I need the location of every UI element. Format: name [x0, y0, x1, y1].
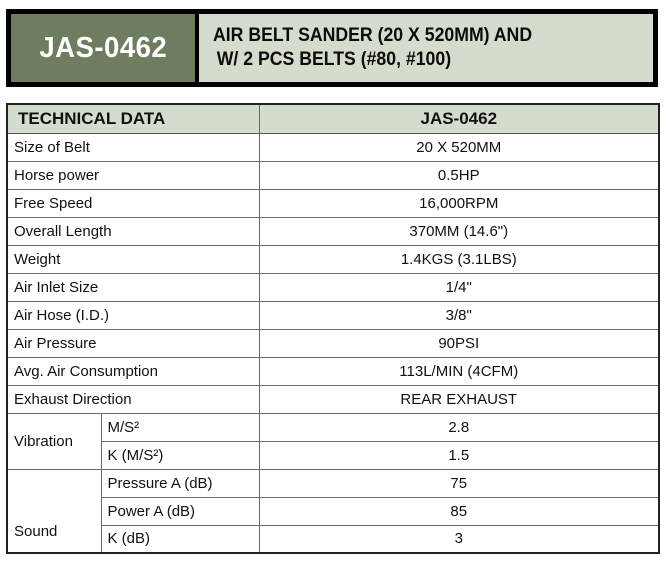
table-row — [7, 497, 659, 525]
table-row — [7, 469, 659, 497]
table-row — [7, 189, 659, 217]
row-value: 16,000RPM — [259, 189, 659, 217]
table-row — [7, 161, 659, 189]
row-value: REAR EXHAUST — [259, 385, 659, 413]
row-label: Free Speed — [7, 189, 259, 217]
row-label: Air Hose (I.D.) — [7, 301, 259, 329]
table-row — [7, 441, 659, 469]
row-value: 85 — [259, 497, 659, 525]
row-label: Exhaust Direction — [7, 385, 259, 413]
row-value: 0.5HP — [259, 161, 659, 189]
product-title-box — [199, 14, 653, 82]
row-value: 3 — [259, 525, 659, 553]
row-sublabel: Power A (dB) — [101, 497, 259, 525]
model-code: JAS-0462 — [39, 31, 167, 64]
row-label: Air Inlet Size — [7, 273, 259, 301]
product-title-line-1: AIR BELT SANDER (20 X 520MM) AND — [213, 25, 533, 46]
row-value: 113L/MIN (4CFM) — [259, 357, 659, 385]
row-label: Size of Belt — [7, 133, 259, 161]
row-label: Air Pressure — [7, 329, 259, 357]
row-label: Avg. Air Consumption — [7, 357, 259, 385]
row-value: 1/4" — [259, 273, 659, 301]
row-value: 370MM (14.6") — [259, 217, 659, 245]
model-code-box — [11, 14, 195, 82]
row-sublabel: M/S² — [101, 413, 259, 441]
row-value: 1.4KGS (3.1LBS) — [259, 245, 659, 273]
row-label: Overall Length — [7, 217, 259, 245]
table-row — [7, 273, 659, 301]
sound-group-label: Sound — [7, 469, 101, 553]
product-banner — [6, 9, 658, 87]
row-value: 20 X 520MM — [259, 133, 659, 161]
technical-data-table — [6, 103, 660, 554]
table-row — [7, 329, 659, 357]
row-value: 2.8 — [259, 413, 659, 441]
row-value: 75 — [259, 469, 659, 497]
table-row — [7, 217, 659, 245]
vibration-group-label: Vibration — [7, 413, 101, 469]
row-label: Weight — [7, 245, 259, 273]
table-header-row — [7, 104, 659, 133]
header-technical-data: TECHNICAL DATA — [7, 104, 259, 133]
table-row — [7, 133, 659, 161]
table-row — [7, 357, 659, 385]
row-value: 90PSI — [259, 329, 659, 357]
header-model: JAS-0462 — [259, 104, 659, 133]
row-value: 3/8" — [259, 301, 659, 329]
table-row — [7, 413, 659, 441]
row-sublabel: Pressure A (dB) — [101, 469, 259, 497]
table-row — [7, 301, 659, 329]
row-label: Horse power — [7, 161, 259, 189]
row-value: 1.5 — [259, 441, 659, 469]
table-row — [7, 525, 659, 553]
row-sublabel: K (M/S²) — [101, 441, 259, 469]
table-row — [7, 385, 659, 413]
table-row — [7, 245, 659, 273]
product-title-line-2: W/ 2 PCS BELTS (#80, #100) — [216, 49, 452, 70]
row-sublabel: K (dB) — [101, 525, 259, 553]
